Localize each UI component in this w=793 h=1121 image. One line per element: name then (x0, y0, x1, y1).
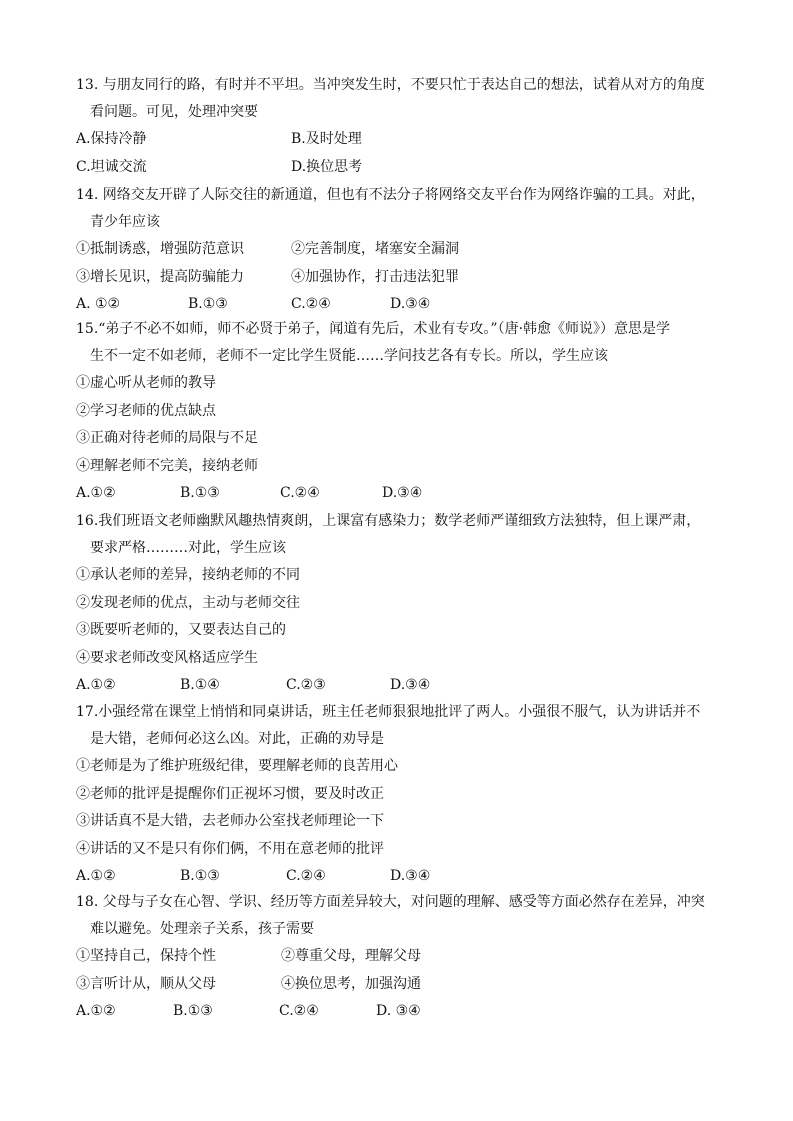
option-a: A.保持冷静 (76, 131, 147, 147)
option-a: A. ①② (76, 296, 121, 312)
statement-2: ②发现老师的优点，主动与老师交往 (76, 594, 300, 611)
options-row (76, 126, 726, 154)
question-stem (76, 72, 726, 126)
question-stem (76, 508, 726, 562)
statement-2: ②尊重父母，理解父母 (281, 948, 421, 964)
question-16 (76, 508, 726, 700)
statement-3: ③言听计从，顺从父母 (76, 975, 216, 992)
option-d: D.③④ (390, 868, 431, 884)
statement-2: ②完善制度，堵塞安全漏洞 (291, 241, 459, 257)
option-d: D.换位思考 (291, 158, 363, 175)
statement-3: ③讲话真不是大错，去老师办公室找老师理论一下 (76, 813, 384, 829)
stem-line-2: 是大错，老师何必这么凶。对此，正确的劝导是 (90, 731, 384, 747)
statement-2: ②学习老师的优点缺点 (76, 402, 216, 419)
question-14 (76, 182, 726, 319)
options-row (76, 291, 726, 319)
statement-4: ④要求老师改变风格适应学生 (76, 649, 258, 666)
statement-1: ①虚心听从老师的教导 (76, 375, 216, 391)
options-row (76, 863, 726, 891)
stem-line-1: 17.小强经常在课堂上悄悄和同桌讲话，班主任老师狠狠地批评了两人。小强很不服气，认为讲话并不 (76, 704, 701, 720)
statement-3: ③既要听老师的，又要表达自己的 (76, 622, 286, 638)
stem-line-1: 13. 与朋友同行的路，有时并不平坦。当冲突发生时，不要只忙于表达自己的想法，试着从对方的角度 (76, 77, 705, 93)
question-stem (76, 182, 726, 236)
stem-line-2: 生不一定不如老师，老师不一定比学生贤能……学问技艺各有专长。所以，学生应该 (90, 348, 608, 364)
question-18 (76, 889, 726, 1026)
option-b: B.①③ (188, 296, 228, 312)
question-stem (76, 889, 726, 943)
options-row (76, 672, 726, 700)
statement-1: ①坚持自己，保持个性 (76, 948, 216, 964)
stem-line-1: 16.我们班语文老师幽默风趣热情爽朗，上课富有感染力；数学老师严谨细致方法独特，但上课严肃， (76, 513, 701, 529)
items-row (76, 264, 726, 292)
stem-line-2: 看问题。可见，处理冲突要 (90, 104, 258, 120)
stem-line-1: 14. 网络交友开辟了人际交往的新通道，但也有不法分子将网络交友平台作为网络诈骗的工具。对此， (76, 187, 705, 203)
option-b: B.①③ (180, 485, 220, 501)
option-c: C.②④ (286, 868, 326, 884)
option-a: A.①② (76, 677, 116, 693)
statement-4: ④讲话的又不是只有你们俩，不用在意老师的批评 (76, 840, 384, 857)
statement-3: ③正确对待老师的局限与不足 (76, 430, 258, 446)
option-d: D.③④ (390, 677, 431, 693)
options-row (76, 154, 726, 182)
option-c: C.②④ (279, 1003, 319, 1019)
option-c: C.②④ (280, 485, 320, 501)
statement-1: ①老师是为了维护班级纪律，要理解老师的良苦用心 (76, 758, 398, 774)
statement-4: ④理解老师不完美，接纳老师 (76, 457, 258, 474)
option-b: B.①③ (173, 1003, 213, 1019)
option-c: C.坦诚交流 (76, 158, 147, 175)
items-row (76, 971, 726, 999)
statement-4: ④换位思考，加强沟通 (281, 975, 421, 992)
stem-line-2: 要求严格………对此，学生应该 (90, 540, 286, 556)
items-row (76, 236, 726, 264)
option-a: A.①② (76, 485, 116, 501)
option-d: D.③④ (390, 296, 431, 312)
option-a: A.①② (76, 1003, 116, 1019)
question-stem (76, 699, 726, 753)
option-b: B.及时处理 (291, 131, 362, 147)
stem-line-1: 18. 父母与子女在心智、学识、经历等方面差异较大，对问题的理解、感受等方面必然存在差异，冲突 (76, 894, 705, 910)
options-row (76, 998, 726, 1026)
stem-line-2: 青少年应该 (90, 214, 160, 230)
option-b: B.①④ (180, 677, 220, 693)
option-b: B.①③ (180, 868, 220, 884)
statement-3: ③增长见识，提高防骗能力 (76, 268, 244, 285)
options-row (76, 480, 726, 508)
question-15 (76, 316, 726, 508)
statement-2: ②老师的批评是提醒你们正视坏习惯，要及时改正 (76, 785, 384, 802)
option-d: D.③④ (382, 485, 423, 501)
option-a: A.①② (76, 868, 116, 884)
option-c: C.②④ (291, 296, 331, 312)
statement-1: ①抵制诱惑，增强防范意识 (76, 241, 244, 257)
question-13 (76, 72, 726, 181)
stem-line-2: 难以避免。处理亲子关系，孩子需要 (90, 921, 314, 937)
option-d: D. ③④ (376, 1003, 421, 1019)
question-17 (76, 699, 726, 891)
option-c: C.②③ (286, 677, 326, 693)
question-stem (76, 316, 726, 370)
items-row (76, 943, 726, 971)
statement-4: ④加强协作，打击违法犯罪 (291, 268, 459, 285)
statement-1: ①承认老师的差异，接纳老师的不同 (76, 567, 300, 583)
stem-line-1: 15.“弟子不必不如师，师不必贤于弟子，闻道有先后，术业有专攻。”（唐·韩愈《师说》）意思是学 (76, 321, 671, 337)
